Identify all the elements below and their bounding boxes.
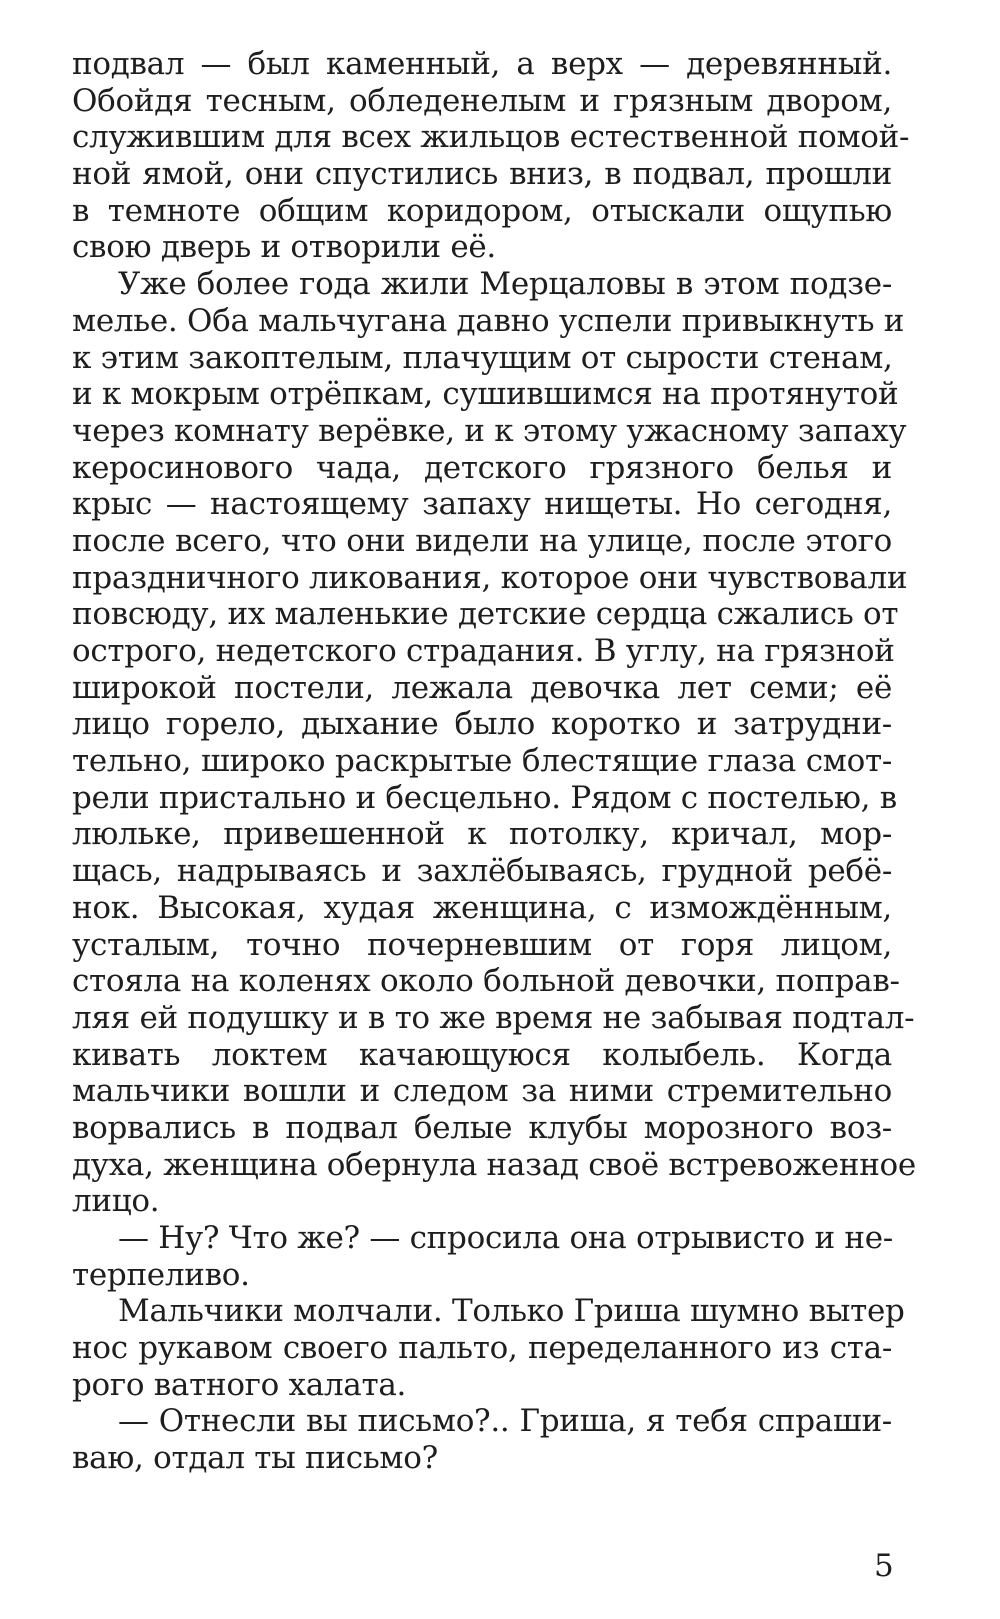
text-line: широкой постели, лежала девочка лет семи; её: [72, 669, 892, 706]
text-line: крыс — настоящему запаху нищеты. Но сегодня,: [72, 486, 892, 523]
text-line: подвал — был каменный, а верх — деревянный.: [72, 46, 892, 82]
text-line: свою дверь и отворили её.: [72, 229, 496, 266]
text-line: нок. Высокая, худая женщина, с измождённым,: [72, 889, 892, 926]
text-line: повсюду, их маленькие детские сердца сжались от: [72, 596, 899, 633]
text-line: терпеливо.: [72, 1256, 250, 1293]
text-line: ваю, отдал ты письмо?: [72, 1440, 438, 1477]
text-line: ворвались в подвал белые клубы морозного воз-: [72, 1109, 892, 1146]
text-line: и к мокрым отрёпкам, сушившимся на протянутой: [72, 376, 899, 413]
text-line: люльке, привешенной к потолку, кричал, мор-: [72, 816, 892, 853]
text-line: Уже более года жили Мерцаловы в этом подзе-: [118, 266, 892, 303]
text-line: Обойдя тесным, обледенелым и грязным двором,: [72, 82, 892, 119]
text-line: ляя ей подушку и в то же время не забывая подтал-: [72, 999, 915, 1036]
text-line: к этим закоптелым, плачущим от сырости стенам,: [72, 339, 893, 376]
text-line: острого, недетского страдания. В углу, на грязной: [72, 633, 895, 669]
text-line: мелье. Оба мальчугана давно успели привыкнуть и: [72, 302, 905, 339]
text-line: тельно, широко раскрытые блестящие глаза смот-: [72, 743, 892, 780]
text-line: кивать локтем качающуюся колыбель. Когда: [72, 1036, 892, 1073]
text-line: — Ну? Что же? — спросила она отрывисто и не-: [118, 1220, 893, 1256]
text-line: мальчики вошли и следом за ними стремительно: [72, 1073, 892, 1110]
text-line: нос рукавом своего пальто, переделанного из ста-: [72, 1330, 892, 1367]
text-line: керосинового чада, детского грязного белья и: [72, 449, 892, 486]
text-line: усталым, точно почерневшим от горя лицом,: [72, 926, 892, 963]
text-line: служившим для всех жильцов естественной помой-: [72, 119, 910, 156]
text-line: через комнату верёвке, и к этому ужасному запаху: [72, 412, 907, 449]
text-line: Мальчики молчали. Только Гриша шумно вытер: [118, 1293, 905, 1330]
text-line: — Отнесли вы письмо?.. Гриша, я тебя спраши-: [118, 1403, 892, 1440]
text-line: рого ватного халата.: [72, 1366, 407, 1403]
text-line: лицо.: [72, 1183, 160, 1220]
text-line: в темноте общим коридором, отыскали ощупью: [72, 192, 892, 229]
text-line: рели пристально и бесцельно. Рядом с постелью, в: [72, 779, 897, 816]
text-line: ной ямой, они спустились вниз, в подвал, прошли: [72, 156, 892, 193]
page-number: 5: [874, 1548, 894, 1584]
text-line: лицо горело, дыхание было коротко и затрудни-: [72, 706, 892, 743]
text-line: щась, надрываясь и захлёбываясь, грудной ребё-: [72, 853, 892, 890]
text-line: стояла на коленях около больной девочки, поправ-: [72, 963, 900, 1000]
page-text: [72, 46, 916, 1477]
text-line: после всего, что они видели на улице, после этого: [72, 522, 892, 559]
text-line: духа, женщина обернула назад своё встревоженное: [72, 1146, 916, 1183]
text-line: праздничного ликования, которое они чувствовали: [72, 559, 908, 596]
